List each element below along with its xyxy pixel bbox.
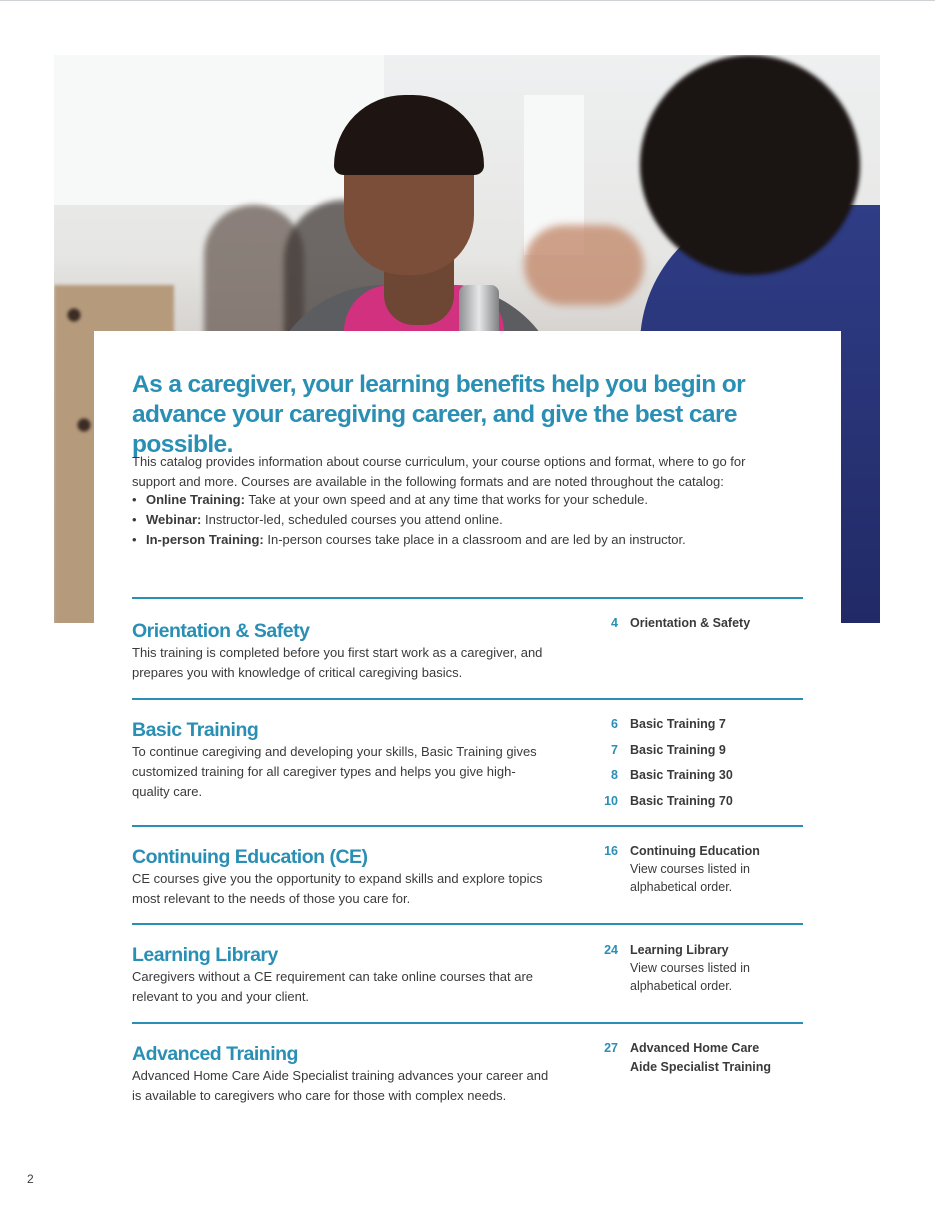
format-item-online	[132, 490, 812, 510]
toc-subtext: View courses listed in alphabetical order.	[630, 862, 750, 894]
toc-label: Orientation & Safety	[630, 616, 751, 630]
toc-entry[interactable]	[596, 614, 806, 640]
toc-page-number: 4	[611, 616, 618, 630]
section-divider	[132, 698, 803, 700]
gesturing-hand	[524, 225, 644, 305]
toc-label: Learning Library	[630, 943, 729, 957]
foreground-head-right	[640, 55, 860, 275]
toc-label: Advanced Home Care	[630, 1041, 760, 1055]
section-divider	[132, 597, 803, 599]
toc-label: Basic Training 70	[630, 793, 733, 808]
toc-basic-training	[596, 715, 806, 817]
section-description: To continue caregiving and developing your skills, Basic Training gives customized training for all caregiver types and helps you give high-quality care.	[132, 744, 537, 799]
format-item-in-person	[132, 530, 812, 550]
section-description: CE courses give you the opportunity to expand skills and explore topics most relevant to the needs of those you care for.	[132, 871, 543, 906]
section-divider	[132, 1022, 803, 1024]
toc-entry[interactable]	[596, 715, 806, 741]
section-title-learning-library: Learning Library	[132, 944, 278, 966]
toc-page-number: 27	[604, 1041, 618, 1055]
toc-page-number: 6	[611, 717, 618, 731]
format-term: Webinar:	[146, 512, 202, 527]
toc-label-continued: Aide Specialist Training	[630, 1060, 772, 1074]
toc-page-number: 10	[604, 793, 618, 808]
format-term: Online Training:	[146, 492, 245, 507]
toc-label: Continuing Education	[630, 844, 760, 858]
format-text: Instructor-led, scheduled courses you attend online.	[201, 512, 503, 527]
section-title-orientation: Orientation & Safety	[132, 620, 310, 642]
section-divider	[132, 825, 803, 827]
intro-paragraph: This catalog provides information about course curriculum, your course options and format, where to go for support and more. Courses are available in the following formats and are noted throughout the catalog:	[132, 454, 746, 489]
toc-page-number: 8	[611, 768, 618, 782]
section-title-advanced-training: Advanced Training	[132, 1043, 298, 1065]
section-divider	[132, 923, 803, 925]
page-number: 2	[27, 1172, 34, 1186]
toc-label: Basic Training 7	[630, 717, 726, 731]
section-description: Advanced Home Care Aide Specialist training advances your career and is available to caregivers who care for those with complex needs.	[132, 1068, 549, 1103]
toc-subtext: View courses listed in alphabetical order.	[630, 961, 750, 993]
toc-page-number: 7	[611, 742, 618, 757]
format-list	[132, 490, 812, 550]
toc-page-number: 16	[604, 844, 618, 858]
toc-page-number: 24	[604, 943, 618, 957]
toc-advanced-training	[596, 1039, 806, 1074]
headline: As a caregiver, your learning benefits help you begin or advance your caregiving career, and give the best care possible.	[132, 371, 746, 458]
window-light	[54, 55, 384, 205]
toc-learning-library	[596, 941, 806, 993]
toc-label: Basic Training 30	[630, 768, 733, 782]
format-text: In-person courses take place in a classroom and are led by an instructor.	[263, 532, 686, 547]
format-text: Take at your own speed and at any time that works for your schedule.	[244, 492, 648, 507]
toc-label: Basic Training 9	[630, 742, 726, 757]
format-term: In-person Training:	[146, 532, 264, 547]
section-title-continuing-education: Continuing Education (CE)	[132, 846, 368, 868]
toc-entry[interactable]	[596, 766, 806, 792]
top-rule	[0, 0, 935, 1]
section-title-basic-training: Basic Training	[132, 719, 259, 741]
format-item-webinar	[132, 510, 812, 530]
toc-orientation	[596, 614, 806, 640]
toc-entry[interactable]	[596, 792, 806, 818]
section-description: Caregivers without a CE requirement can take online courses that are relevant to you and your client.	[132, 969, 534, 1004]
section-description: This training is completed before you first start work as a caregiver, and prepares you with knowledge of critical caregiving basics.	[132, 645, 543, 680]
toc-entry[interactable]	[596, 741, 806, 767]
toc-continuing-education	[596, 842, 806, 894]
